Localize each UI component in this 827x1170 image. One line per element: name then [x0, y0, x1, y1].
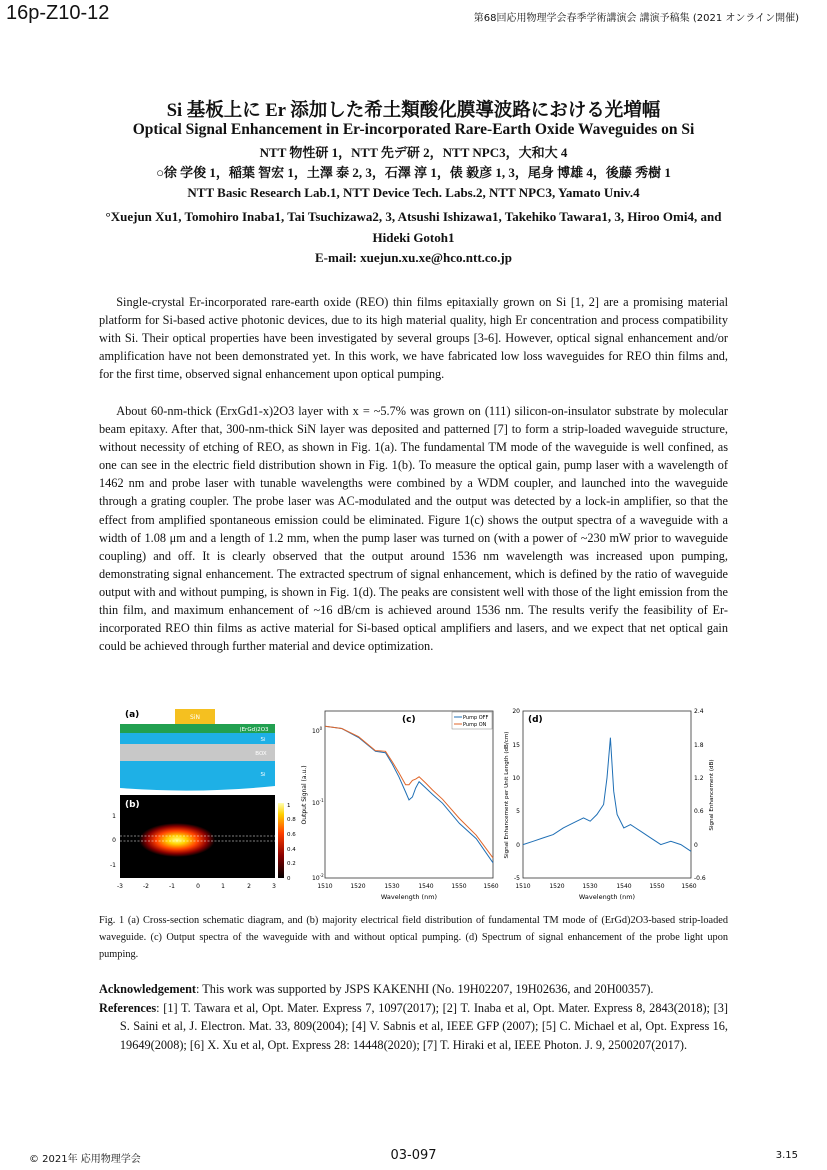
colorbar-tick: 0.4	[287, 847, 296, 853]
panel-b-xtick: -2	[143, 883, 149, 890]
colorbar-tick: 0.2	[287, 861, 296, 867]
panel-d-ytick-left: -5	[514, 875, 520, 882]
panel-d-ytick-right: 2.4	[694, 708, 704, 715]
footer-number: 3.15	[775, 1150, 798, 1161]
references-label: References	[99, 1001, 157, 1015]
panel-c-xtick: 1510	[317, 883, 333, 890]
panel-d-enhancement-spectrum	[504, 708, 715, 901]
panel-d-xtick: 1560	[681, 883, 697, 890]
layer-box	[120, 744, 275, 761]
layer-label-sin: SiN	[190, 714, 200, 721]
panel-d-axes	[523, 711, 691, 878]
panel-d-label: (d)	[528, 715, 543, 725]
panel-d-xlabel: Wavelength (nm)	[578, 893, 636, 901]
title-japanese: Si 基板上に Er 添加した希土類酸化膜導波路における光増幅	[166, 101, 661, 121]
panel-d-xtick: 1510	[515, 883, 531, 890]
series-line-pump-off	[325, 726, 493, 863]
legend-label-pump-off: Pump OFF	[463, 715, 489, 721]
panel-b-ytick: 0	[112, 837, 116, 844]
authors-english: °Xuejun Xu1, Tomohiro Inaba1, Tai Tsuchizawa2, 3, Atsushi Ishizawa1, Takehiko Tawara1, 3, Hiroo Omi4, and Hideki Gotoh1	[105, 209, 722, 245]
legend-label-pump-on: Pump ON	[463, 722, 487, 728]
panel-b-xtick: 3	[272, 883, 276, 890]
colorbar-tick: 0.8	[287, 817, 296, 823]
panel-d-xtick: 1550	[649, 883, 665, 890]
panel-b-xtick: -1	[169, 883, 175, 890]
email: E-mail: xuejun.xu.xe@hco.ntt.co.jp	[315, 250, 512, 265]
figure-1	[99, 703, 728, 908]
colorbar-tick: 1	[287, 803, 291, 809]
authors-japanese: ○徐 学俊 1，稲葉 智宏 1，土澤 泰 2, 3，石澤 淳 1，俵 毅彦 1, 3，尾身 博雄 4，後藤 秀樹 1	[156, 165, 671, 180]
panel-d-ytick-left: 5	[516, 808, 520, 815]
panel-c-ylabel: Output Signal (a.u.)	[301, 765, 308, 825]
panel-b-xtick: 0	[196, 883, 200, 890]
panel-c-xlabel: Wavelength (nm)	[380, 893, 438, 901]
layer-label-box: BOX	[255, 751, 267, 757]
panel-d-ytick-left: 20	[512, 708, 520, 715]
panel-d-ylabel-right: Signal Enhancement (dB)	[709, 759, 715, 831]
affiliations-english: NTT Basic Research Lab.1, NTT Device Tech. Labs.2, NTT NPC3, Yamato Univ.4	[187, 185, 640, 200]
panel-a-label: (a)	[125, 710, 140, 720]
panel-d-ytick-right: 1.2	[694, 775, 704, 782]
layer-label-si-top: Si	[260, 737, 266, 743]
panel-b-label: (b)	[125, 800, 140, 810]
colorbar-tick: 0	[287, 876, 291, 882]
panel-c-xtick: 1550	[451, 883, 467, 890]
panel-c-xtick: 1540	[418, 883, 434, 890]
panel-b-xtick: 2	[247, 883, 251, 890]
panel-d-ytick-left: 15	[512, 742, 520, 749]
panel-d-ytick-left: 0	[516, 842, 520, 849]
footer-page-id: 03-097	[390, 1148, 437, 1163]
figure-1-svg	[99, 703, 728, 908]
body-paragraph-2: About 60-nm-thick (ErxGd1-x)2O3 layer with x = ~5.7% was grown on (111) silicon-on-insulator substrate by molecular beam epitaxy. After that, 300-nm-thick SiN layer was deposited and patterned [7] to form a strip-loaded waveguide structure, without necessity of etching of REO, as shown in Fig. 1(a). The fundamental TM mode of the waveguide is well confined, as one can see in the electric field distribution shown in Fig. 1(b). To measure the optical gain, pump laser with a wavelength of 1462 nm and probe laser with tunable wavelengths were combined by a WDM coupler, and launched into the waveguide through a grating coupler. The probe laser was AC-modulated and the output was detected by a lock-in amplifier, so that the effect from amplified spontaneous emission could be eliminated. Figure 1(c) shows the output spectra of a waveguide with a width of 1.08 μm and a length of 1.2 mm, when the pump laser was turned on (with a power of ~230 mW prior to waveguide coupling) and off. It is clearly observed that the output around 1536 nm wavelength was increased upon pumping, demonstrating signal enhancement. The extracted spectrum of signal enhancement, which is defined by the ratio of waveguide output with and without pumping, is shown in Fig. 1(d). The peaks are consistent well with those of the light emission from the thin film, and maximum enhancement of ~16 dB/cm is achieved around 1536 nm. The results verify the feasibility of Er-incorporated REO thin films as active material for Si-based optical amplifiers and lasers, and we expect that net optical gain could be achieved through further material and device optimization.	[99, 404, 728, 654]
panel-c-ytick: $10^{-2}$	[312, 873, 324, 882]
panel-c-output-spectra	[301, 711, 499, 901]
series-line-pump-on	[325, 726, 493, 858]
paper-id: 16p-Z10-12	[6, 2, 110, 24]
panel-d-ytick-right: -0.6	[694, 875, 706, 882]
title-english: Optical Signal Enhancement in Er-incorporated Rare-Earth Oxide Waveguides on Si	[132, 121, 695, 138]
colorbar	[278, 803, 284, 878]
panel-d-xtick: 1520	[549, 883, 565, 890]
series-line-enhancement	[523, 738, 691, 852]
layer-label-si-substrate: Si	[260, 772, 266, 778]
panel-c-ytick: $10^{-1}$	[312, 798, 324, 807]
panel-b-ytick: 1	[112, 813, 116, 820]
panel-c-axes	[325, 711, 493, 878]
colorbar-tick: 0.6	[287, 832, 296, 838]
references-text: : [1] T. Tawara et al, Opt. Mater. Express 7, 1097(2017); [2] T. Inaba et al, Opt. Mater. Express 8, 2843(2018); [3] S. Saini et al, J. Electron. Mat. 33, 809(2004); [4] V. Sabnis et al, IEEE GFP (2007); [5] C. Michael et al, Opt. Express 16, 19649(2008); [6] X. Xu et al, Opt. Express 28: 14448(2020); [7] T. Hiraki et al, IEEE Photon. J. 9, 2500207(2017).	[119, 1001, 728, 1052]
panel-b-xtick: -3	[117, 883, 123, 890]
acknowledgement	[99, 980, 728, 998]
mode-hotspot	[139, 823, 215, 857]
affiliations-japanese: NTT 物性研 1，NTT 先デ研 2，NTT NPC3，大和大 4	[259, 145, 568, 160]
panel-d-ytick-right: 0	[694, 842, 698, 849]
panel-b-xtick: 1	[221, 883, 225, 890]
panel-b-mode-profile	[110, 795, 296, 890]
panel-d-ytick-right: 1.8	[694, 742, 704, 749]
references	[99, 999, 728, 1054]
panel-a-schematic	[120, 709, 275, 791]
panel-c-xtick: 1520	[350, 883, 366, 890]
panel-b-ytick: -1	[110, 862, 116, 869]
panel-c-xtick: 1530	[384, 883, 400, 890]
conference-header: 第68回応用物理学会春季学術講演会 講演予稿集 (2021 オンライン開催)	[473, 13, 799, 24]
panel-c-xtick: 1560	[483, 883, 499, 890]
acknowledgement-label: Acknowledgement	[99, 982, 197, 996]
panel-c-ytick: $10^0$	[312, 726, 323, 735]
panel-c-label: (c)	[402, 715, 416, 725]
panel-d-ytick-right: 0.6	[694, 808, 704, 815]
panel-d-ytick-left: 10	[512, 775, 520, 782]
panel-d-xtick: 1530	[582, 883, 598, 890]
panel-d-xtick: 1540	[616, 883, 632, 890]
layer-si-substrate	[120, 761, 275, 791]
body-paragraph-1: Single-crystal Er-incorporated rare-earth oxide (REO) thin films epitaxially grown on Si [1, 2] are a promising material platform for Si-based active photonic devices, due to its high material quality, high Er concentration and process compatibility with Si. Their optical properties have been investigated by several groups [3-6]. However, optical signal enhancement and/or amplification have not been demonstrated yet. In this work, we have fabricated low loss waveguides for REO thin films and, for the first time, observed signal enhancement upon optical pumping.	[99, 295, 728, 382]
footer-copyright: © 2021年 応用物理学会	[29, 1154, 141, 1165]
layer-label-ergdo: (ErGd)2O3	[239, 727, 269, 733]
figure-caption: Fig. 1 (a) Cross-section schematic diagram, and (b) majority electrical field distribution of fundamental TM mode of (ErGd)2O3-based strip-loaded waveguide. (c) Output spectra of the waveguide with and without optical pumping. (d) Spectrum of signal enhancement of the probe light upon pumping.	[99, 915, 728, 960]
panel-d-ylabel-left: Signal Enhancement per Unit Length (dB/cm)	[504, 731, 510, 859]
layer-si-top	[120, 733, 275, 744]
acknowledgement-text: : This work was supported by JSPS KAKENHI (No. 19H02207, 19H02636, and 20H00357).	[196, 982, 654, 996]
